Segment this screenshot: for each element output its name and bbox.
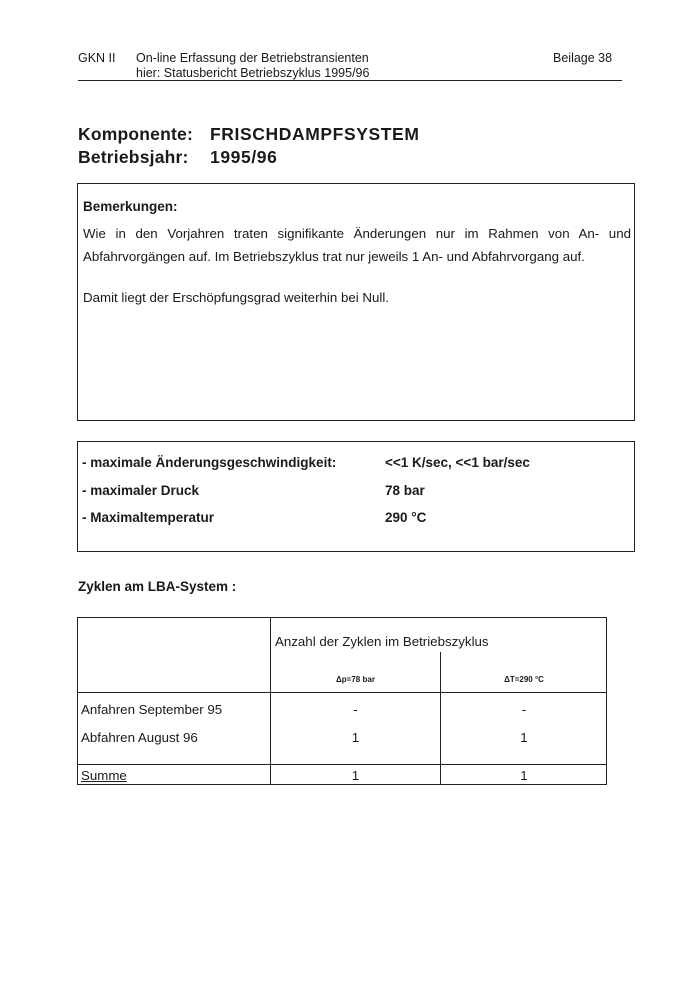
year-value: 1995/96: [210, 147, 278, 167]
attachment-number: Beilage 38: [553, 51, 613, 65]
remarks-line-3: Damit liegt der Erschöpfungsgrad weiterhin bei Null.: [83, 290, 389, 305]
row-shutdown-temp: 1: [520, 730, 528, 745]
param-label-max-pressure: - maximaler Druck: [82, 483, 200, 498]
param-value-max-rate: <<1 K/sec, <<1 bar/sec: [385, 455, 530, 470]
row-label-sum: Summe: [81, 768, 127, 783]
org-name: GKN II: [78, 51, 116, 65]
row-sum-temp: 1: [520, 768, 528, 783]
row-shutdown-pressure: 1: [351, 730, 360, 745]
row-sum-pressure: 1: [351, 768, 360, 783]
remarks-box: [77, 183, 635, 421]
param-label-max-temp: - Maximaltemperatur: [82, 510, 215, 525]
table-divider-v1: [270, 617, 271, 785]
remarks-title: Bemerkungen:: [83, 199, 178, 214]
remarks-line-2: Abfahrvorgängen auf. Im Betriebszyklus trat nur jeweils 1 An- und Abfahrvorgang auf.: [83, 249, 585, 264]
param-value-max-pressure: 78 bar: [385, 483, 425, 498]
remarks-line-1: Wie in den Vorjahren traten signifikante Änderungen nur im Rahmen von An- und: [83, 226, 631, 241]
param-value-max-temp: 290 °C: [385, 510, 427, 525]
header-subtitle: hier: Statusbericht Betriebszyklus 1995/96: [136, 66, 370, 80]
table-group-header: Anzahl der Zyklen im Betriebszyklus: [275, 634, 489, 649]
table-divider-v2: [440, 652, 441, 785]
cycles-title: Zyklen am LBA-System :: [78, 579, 237, 594]
component-value: FRISCHDAMPFSYSTEM: [210, 124, 420, 144]
row-startup-temp: -: [521, 702, 527, 717]
row-label-shutdown: Abfahren August 96: [81, 730, 198, 745]
table-divider-h2: [77, 764, 607, 765]
table-col-header-temp: ΔT=290 °C: [504, 675, 544, 684]
year-label: Betriebsjahr:: [78, 147, 189, 167]
row-label-startup: Anfahren September 95: [81, 702, 223, 717]
table-col-header-pressure: Δp=78 bar: [336, 675, 375, 684]
row-startup-pressure: -: [353, 702, 358, 717]
component-label: Komponente:: [78, 124, 193, 144]
header-divider: [78, 80, 622, 81]
header-title: On-line Erfassung der Betriebstransienten: [136, 51, 369, 65]
parameters-box: [77, 441, 635, 552]
param-label-max-rate: - maximale Änderungsgeschwindigkeit:: [82, 455, 337, 470]
table-divider-h1: [77, 692, 607, 693]
